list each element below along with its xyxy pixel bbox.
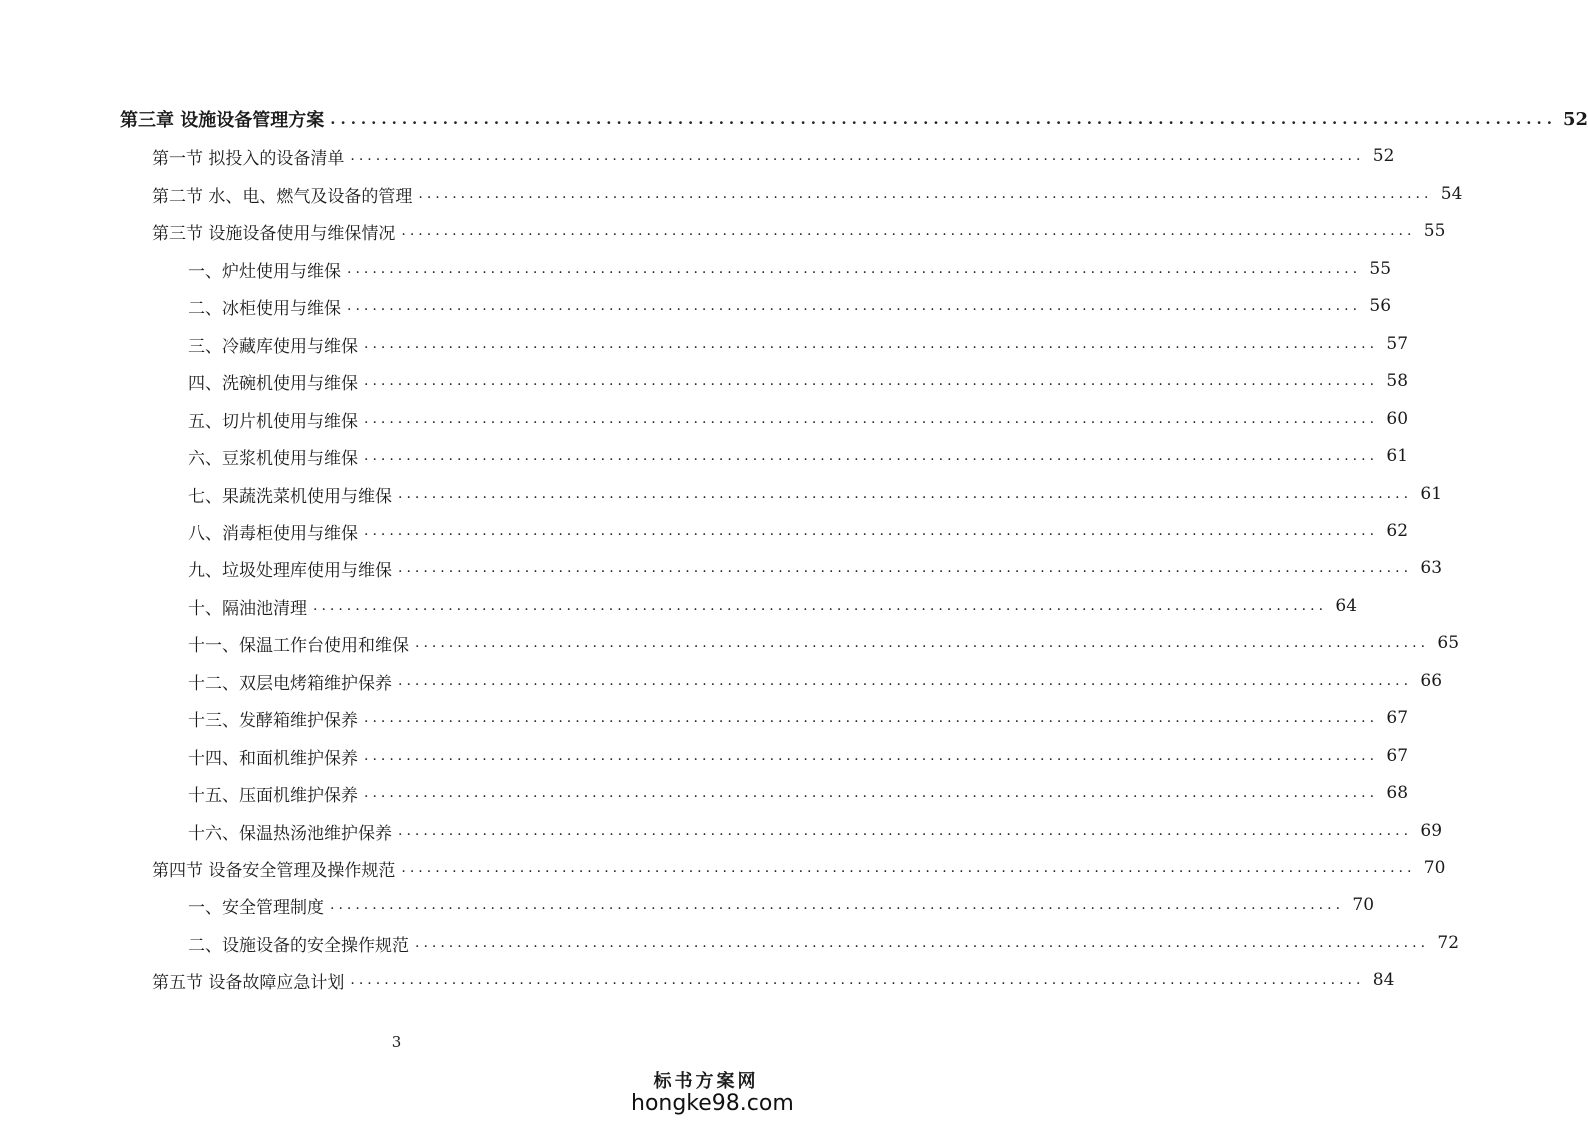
toc-entry-title: 十、隔油池清理 xyxy=(188,598,307,619)
page-number: 3 xyxy=(391,1033,402,1051)
toc-dot-leader: ........................................................................................................................ xyxy=(415,935,1430,951)
toc-dot-leader: ........................................................................................................................ xyxy=(364,785,1379,801)
toc-item-entry xyxy=(188,329,1409,359)
toc-entry-title: 第三章 设施设备管理方案 xyxy=(120,110,325,131)
toc-entry-title: 五、切片机使用与维保 xyxy=(188,411,358,432)
toc-entry-page: 67 xyxy=(1386,746,1409,766)
toc-item-entry xyxy=(188,741,1409,771)
toc-entry-page: 63 xyxy=(1420,558,1443,578)
toc-entry-title: 二、冰柜使用与维保 xyxy=(188,298,341,319)
toc-entry-title: 十四、和面机维护保养 xyxy=(188,748,358,769)
toc-item-entry xyxy=(188,516,1409,546)
toc-entry-title: 十一、保温工作台使用和维保 xyxy=(188,635,409,656)
toc-item-entry xyxy=(188,703,1409,733)
toc-entry-title: 第三节 设施设备使用与维保情况 xyxy=(152,223,396,244)
toc-section-entry xyxy=(152,141,1395,171)
toc-entry-page: 52 xyxy=(1562,108,1588,130)
toc-item-entry xyxy=(188,778,1409,808)
toc-chapter-entry xyxy=(120,104,1588,134)
toc-entry-page: 72 xyxy=(1437,933,1460,953)
toc-item-entry xyxy=(188,553,1443,583)
toc-entry-title: 十五、压面机维护保养 xyxy=(188,785,358,806)
toc-entry-page: 57 xyxy=(1386,334,1409,354)
toc-entry-title: 十三、发酵箱维护保养 xyxy=(188,710,358,731)
toc-dot-leader: ........................................................................................................................ xyxy=(398,486,1413,502)
toc-item-entry xyxy=(188,291,1392,321)
toc-entry-page: 84 xyxy=(1372,970,1395,990)
toc-dot-leader: ........................................................................................................................ xyxy=(364,710,1379,726)
toc-entry-title: 第五节 设备故障应急计划 xyxy=(152,972,345,993)
toc-item-entry xyxy=(188,366,1409,396)
watermark xyxy=(631,1067,794,1116)
toc-section-entry xyxy=(152,965,1395,995)
toc-entry-title: 四、洗碗机使用与维保 xyxy=(188,373,358,394)
toc-dot-leader: ........................................................................................................................ xyxy=(364,373,1379,389)
toc-entry-title: 十六、保温热汤池维护保养 xyxy=(188,823,392,844)
toc-section-entry xyxy=(152,179,1463,209)
toc-section-entry xyxy=(152,853,1446,883)
toc-entry-title: 一、安全管理制度 xyxy=(188,897,324,918)
watermark-url: hongke98.com xyxy=(631,1091,794,1116)
toc-dot-leader: ........................................................................................................................ xyxy=(364,748,1379,764)
toc-entry-page: 70 xyxy=(1352,895,1375,915)
toc-dot-leader: ........................................................................................................................ xyxy=(401,223,1416,239)
toc-entry-title: 第一节 拟投入的设备清单 xyxy=(152,148,345,169)
toc-entry-page: 65 xyxy=(1437,633,1460,653)
toc-item-entry xyxy=(188,479,1443,509)
toc-entry-page: 69 xyxy=(1420,821,1443,841)
toc-dot-leader: ........................................................................................................................ xyxy=(313,598,1328,614)
toc-entry-page: 58 xyxy=(1386,371,1409,391)
toc-item-entry xyxy=(188,890,1375,920)
toc-entry-title: 二、设施设备的安全操作规范 xyxy=(188,935,409,956)
toc-item-entry xyxy=(188,628,1460,658)
toc-dot-leader: ........................................................................................................................ xyxy=(401,860,1416,876)
toc-entry-page: 68 xyxy=(1386,783,1409,803)
toc-dot-leader: ........................................................................................................................ xyxy=(350,972,1365,988)
toc-dot-leader: ........................................................................................................................ xyxy=(415,635,1430,651)
toc-item-entry xyxy=(188,404,1409,434)
toc-entry-page: 61 xyxy=(1420,484,1443,504)
toc-entry-page: 55 xyxy=(1423,221,1446,241)
toc-dot-leader: ........................................................................................................................ xyxy=(347,298,1362,314)
toc-entry-page: 61 xyxy=(1386,446,1409,466)
toc-item-entry xyxy=(188,254,1392,284)
toc-dot-leader: ........................................................................................................................ xyxy=(330,110,1557,128)
toc-dot-leader: ........................................................................................................................ xyxy=(330,897,1345,913)
toc-entry-title: 八、消毒柜使用与维保 xyxy=(188,523,358,544)
toc-entry-page: 66 xyxy=(1420,671,1443,691)
toc-entry-title: 第二节 水、电、燃气及设备的管理 xyxy=(152,186,413,207)
toc-dot-leader: ........................................................................................................................ xyxy=(364,448,1379,464)
toc-dot-leader: ........................................................................................................................ xyxy=(364,523,1379,539)
toc-entry-page: 56 xyxy=(1369,296,1392,316)
toc-dot-leader: ........................................................................................................................ xyxy=(364,336,1379,352)
toc-item-entry xyxy=(188,666,1443,696)
toc-dot-leader: ........................................................................................................................ xyxy=(398,560,1413,576)
toc-dot-leader: ........................................................................................................................ xyxy=(364,411,1379,427)
toc-dot-leader: ........................................................................................................................ xyxy=(350,148,1365,164)
toc-entry-page: 55 xyxy=(1369,259,1392,279)
toc-entry-page: 62 xyxy=(1386,521,1409,541)
toc-entry-title: 一、炉灶使用与维保 xyxy=(188,261,341,282)
toc-dot-leader: ........................................................................................................................ xyxy=(418,186,1433,202)
toc-entry-title: 第四节 设备安全管理及操作规范 xyxy=(152,860,396,881)
toc-entry-page: 70 xyxy=(1423,858,1446,878)
toc-dot-leader: ........................................................................................................................ xyxy=(398,673,1413,689)
toc-entry-page: 64 xyxy=(1335,596,1358,616)
toc-dot-leader: ........................................................................................................................ xyxy=(347,261,1362,277)
toc-entry-title: 三、冷藏库使用与维保 xyxy=(188,336,358,357)
toc-item-entry xyxy=(188,816,1443,846)
toc-entry-title: 九、垃圾处理库使用与维保 xyxy=(188,560,392,581)
toc-section-entry xyxy=(152,216,1446,246)
toc-entry-page: 60 xyxy=(1386,409,1409,429)
toc-item-entry xyxy=(188,928,1460,958)
toc-item-entry xyxy=(188,441,1409,471)
toc-dot-leader: ........................................................................................................................ xyxy=(398,823,1413,839)
toc-entry-title: 十二、双层电烤箱维护保养 xyxy=(188,673,392,694)
toc-item-entry xyxy=(188,591,1358,621)
toc-entry-page: 52 xyxy=(1372,146,1395,166)
watermark-title: 标书方案网 xyxy=(653,1071,759,1092)
toc-entry-page: 54 xyxy=(1440,184,1463,204)
toc-entry-page: 67 xyxy=(1386,708,1409,728)
toc-entry-title: 六、豆浆机使用与维保 xyxy=(188,448,358,469)
toc-entry-title: 七、果蔬洗菜机使用与维保 xyxy=(188,486,392,507)
